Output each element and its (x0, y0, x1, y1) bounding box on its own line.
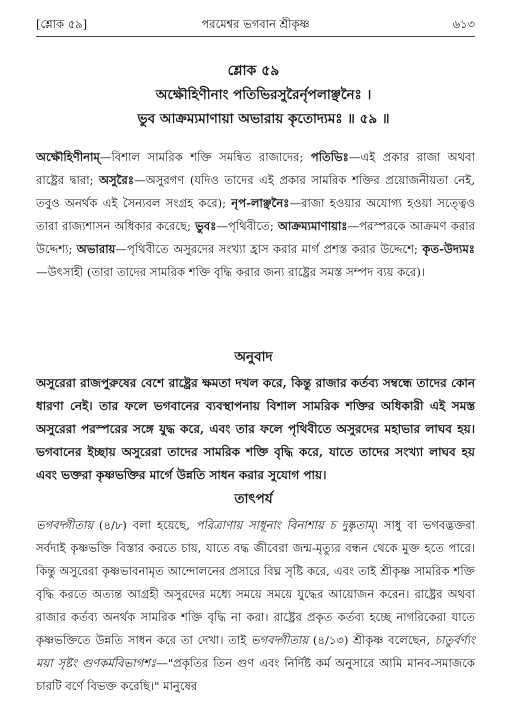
synonym-term: আক্রম্যমাণায়াঃ (277, 219, 348, 233)
synonym-meaning: —বিশাল সামরিক শক্তি সমন্বিত রাজাদের; (99, 150, 311, 164)
header-divider (36, 36, 475, 37)
word-meanings (36, 146, 475, 284)
purport-segment: —"প্রকৃতির তিন গুণ এবং নির্দিষ্ট কর্ম অনুসারে আমি মানব-সমাজকে চারটি বর্ণে বিভক্ত করেছি।" মানুষের (36, 656, 475, 693)
synonym-meaning: —উৎসাহী (তারা তাদের সামরিক শক্তি বৃদ্ধি করার জন্য রাষ্ট্রের সমস্ত সম্পদ ব্যয় করে)। (36, 265, 426, 279)
purport-segment: । সাধু বা ভগবদ্ভক্তরা সর্বদাই কৃষ্ণভক্তি বিস্তার করতে চায়, যাতে বদ্ধ জীবেরা জন্ম-মৃত্যুর বন্ধন থেকে মুক্ত হতে পারে। কিন্তু অসুরেরা কৃষ্ণভাবনামৃত আন্দোলনের প্রসারে বিঘ্ন সৃষ্টি করে, এবং তাই শ্রীকৃষ্ণ সামরিক শক্তি বৃদ্ধি করতে অত্যন্ত আগ্রহী অসুরদের মধ্যে সময়ে সময়ে যুদ্ধের আয়োজন করেন। রাষ্ট্রের অথবা রাজার কর্তব্য অনর্থক সামরিক শক্তি বৃদ্ধি না করা। রাষ্ট্রের প্রকৃত কর্তব্য হচ্ছে নাগরিকেরা যাতে কৃষ্ণভক্তিতে উন্নতি সাধন করে তা দেখা। তাই (36, 518, 475, 647)
verse-reference: [শ্লোক ৫৯] (36, 17, 88, 31)
synonym-meaning: —পরস্পরকে আক্রমণ করার উদ্দেশ্য; (36, 219, 475, 256)
translation-text: অসুরেরা রাজপুরুষের বেশে রাষ্ট্রের ক্ষমতা দখল করে, কিন্তু রাজার কর্তব্য সম্বন্ধে তাদের কোন ধারণা নেই। তার ফলে ভগবানের ব্যবস্থাপনায় বিশাল সামরিক শক্তির অধিকারী এই সমস্ত অসুরেরা পরস্পরের সঙ্গে যুদ্ধ করে, এবং তার ফলে পৃথিবীতে অসুরদের মহাভার লাঘব হয়। ভগবানের ইচ্ছায় অসুরেরা তাদের সামরিক শক্তি বৃদ্ধি করে, যাতে তাদের সংখ্যা লাঘব হয় এবং ভক্তরা কৃষ্ণভক্তির মার্গে উন্নতি সাধন করার সুযোগ পায়। (36, 376, 475, 482)
synonym-term: পতিভিঃ (310, 150, 349, 164)
translation-heading: অনুবাদ (234, 349, 273, 365)
running-head (36, 14, 475, 34)
synonym-term: ভুবঃ (195, 219, 217, 233)
synonym-meaning: —পৃথিবীতে; (216, 219, 278, 233)
verse-line-2: ভুব আক্রম্যমাণায়া অভারায় কৃতোদ্যমঃ ॥ ৫৯ ॥ (137, 111, 390, 127)
purport-segment: (৪/৮) বলা হয়েছে, (93, 518, 196, 532)
purport-text (36, 514, 475, 698)
synonym-meaning: —রাজা হওয়ার অযোগ্য হওয়া সত্ত্বেও তারা রাজ্যশাসন অধিকার করেছে; (36, 196, 475, 233)
verse-line-1: অক্ষৌহিণীনাং পতিভিরসুরৈর্নৃপলাঞ্ছনৈঃ । (155, 87, 372, 103)
page-number: ৬১৩ (452, 17, 475, 31)
synonym-meaning: —পৃথিবীতে অসুরদের সংখ্যা হ্রাস করার মার্গ প্রশস্ত করার উদ্দেশে; (115, 242, 423, 256)
chapter-title: পরমেশ্বর ভগবান শ্রীকৃষ্ণ (201, 17, 310, 31)
purport-citation: ভগবদ্গীতায় (36, 518, 94, 532)
synonym-term: কৃত-উদ্যমঃ (422, 242, 475, 256)
verse-heading: শ্লোক ৫৯ (227, 63, 280, 79)
purport-segment: (৪/১৩) শ্রীকৃষ্ণ বলেছেন, (308, 633, 435, 647)
purport-citation: পরিত্রাণায় সাধূনাং বিনাশায় চ দুষ্কৃতাম্ (195, 518, 374, 532)
purport-heading: তাৎপর্য (234, 491, 273, 507)
synonym-term: নৃপ-লাঞ্ছনৈঃ (231, 196, 290, 210)
synonym-term: অসুরৈঃ (98, 173, 135, 187)
purport-citation: ভগবদ্গীতায় (251, 633, 309, 647)
synonym-meaning: —অসুরগণ (যদিও তাদের এই প্রকার সামরিক শক্তির প্রয়োজনীয়তা নেই, তবুও অনর্থক এই সৈন্যবল সংগ্রহ করে); (36, 173, 476, 210)
synonym-term: অভারায় (76, 242, 116, 256)
purport-citation: চাতুর্বর্ণ্যং ময়া সৃষ্টং গুণকর্মবিভাগশঃ (36, 633, 476, 670)
synonym-meaning: —এই প্রকার রাজা অথবা রাষ্ট্রের দ্বারা; (36, 150, 475, 187)
synonym-term: অক্ষৌহিণীনাম্ (36, 150, 100, 164)
